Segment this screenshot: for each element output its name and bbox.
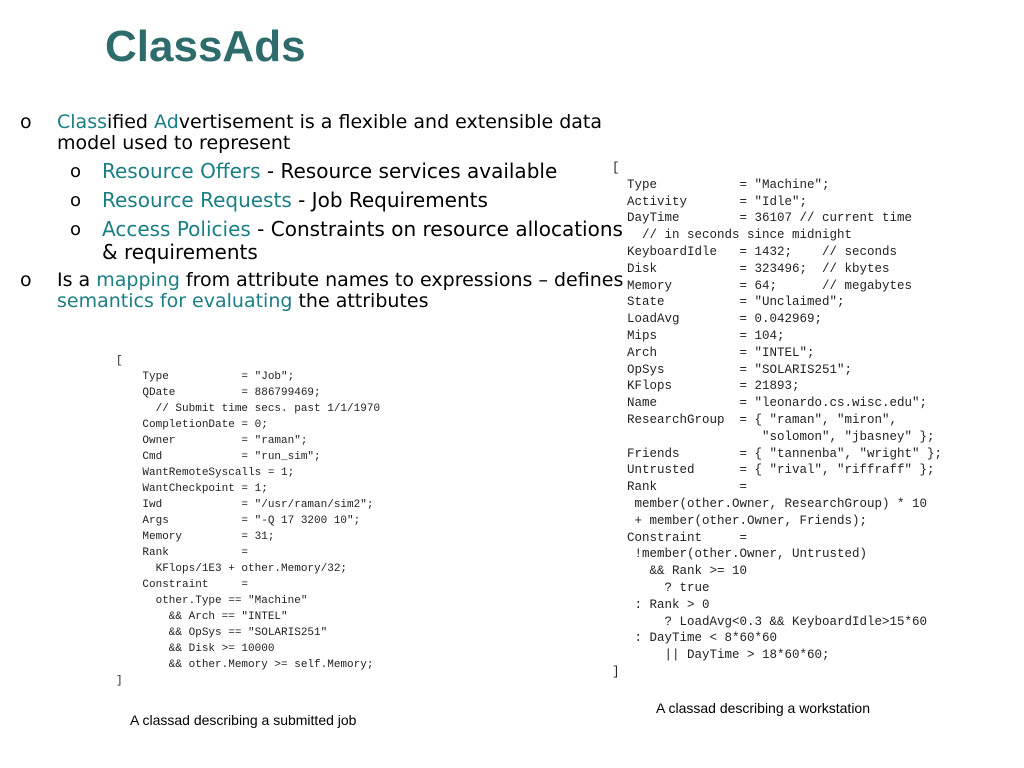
bullet-text: vertisement is a flexible and extensible data model used to represent xyxy=(57,111,602,154)
sub-bullet-resource-requests xyxy=(0,189,640,212)
bullet-text: the attributes xyxy=(292,290,429,312)
highlight-semantics: semantics for evaluating xyxy=(57,290,293,312)
sub-bullet-resource-offers xyxy=(0,160,640,183)
bullet-text: Is a xyxy=(57,269,97,291)
sub-bullet-text: - Resource services available xyxy=(260,159,558,183)
sub-bullet-text: - Job Requirements xyxy=(291,188,488,212)
sub-bullet-highlight: Resource Offers xyxy=(102,159,261,183)
bullet-mapping xyxy=(0,270,640,312)
sub-bullet-highlight: Access Policies xyxy=(102,217,251,241)
sub-bullet-marker: o xyxy=(70,190,82,211)
job-classad-caption: A classad describing a submitted job xyxy=(130,712,357,728)
workstation-classad-code: [ Type = "Machine"; Activity = "Idle"; DayTime = 36107 // current time // in seconds since midnight KeyboardIdle = 1432; // seconds Disk = 323496; // kbytes Memory = 64; // megabytes State = "Unclaimed"; LoadAvg = 0.042969; Mips = 104; Arch = "INTEL"; OpSys = "SOLARIS251"; KFlops = 21893; Name = "leonardo.cs.wisc.edu"; ResearchGroup = { "raman", "miron", "solomon", "jbasney" }; Friends = { "tannenba", "wright" }; Untrusted = { "rival", "riffraff" }; Rank = member(other.Owner, ResearchGroup) * 10 + member(other.Owner, Friends); Constraint = !member(other.Owner, Untrusted) && Rank >= 10 ? true : Rank > 0 ? LoadAvg<0.3 && KeyboardIdle>15*60 : DayTime < 8*60*60 || DayTime > 18*60*60; ] xyxy=(612,161,943,679)
sub-bullet-highlight: Resource Requests xyxy=(102,188,292,212)
slide-title: ClassAds xyxy=(105,22,306,71)
bullet-marker: o xyxy=(20,111,32,133)
sub-bullet-text: - Constraints on resource allocations & requirements xyxy=(102,217,623,264)
bullet-text: from attribute names to expressions – defines xyxy=(179,269,624,291)
highlight-ad: Ad xyxy=(154,111,179,133)
bullet-classified-ad xyxy=(0,112,640,154)
bullet-text: ified xyxy=(107,111,155,133)
bullet-marker: o xyxy=(20,269,32,291)
job-classad-code: [ Type = "Job"; QDate = 886799469; // Submit time secs. past 1/1/1970 CompletionDate = 0; Owner = "raman"; Cmd = "run_sim"; WantRemoteSyscalls = 1; WantCheckpoint = 1; Iwd = "/usr/raman/sim2"; Args = "-Q 17 3200 10"; Memory = 31; Rank = KFlops/1E3 + other.Memory/32; Constraint = other.Type == "Machine" && Arch == "INTEL" && OpSys == "SOLARIS251" && Disk >= 10000 && other.Memory >= self.Memory; ] xyxy=(116,355,381,687)
sub-bullet-access-policies xyxy=(0,218,640,264)
bullet-list xyxy=(0,112,640,318)
workstation-classad-caption: A classad describing a workstation xyxy=(656,700,870,716)
sub-bullet-marker: o xyxy=(70,219,82,240)
highlight-class: Class xyxy=(57,111,107,133)
sub-bullet-marker: o xyxy=(70,161,82,182)
highlight-mapping: mapping xyxy=(96,269,180,291)
